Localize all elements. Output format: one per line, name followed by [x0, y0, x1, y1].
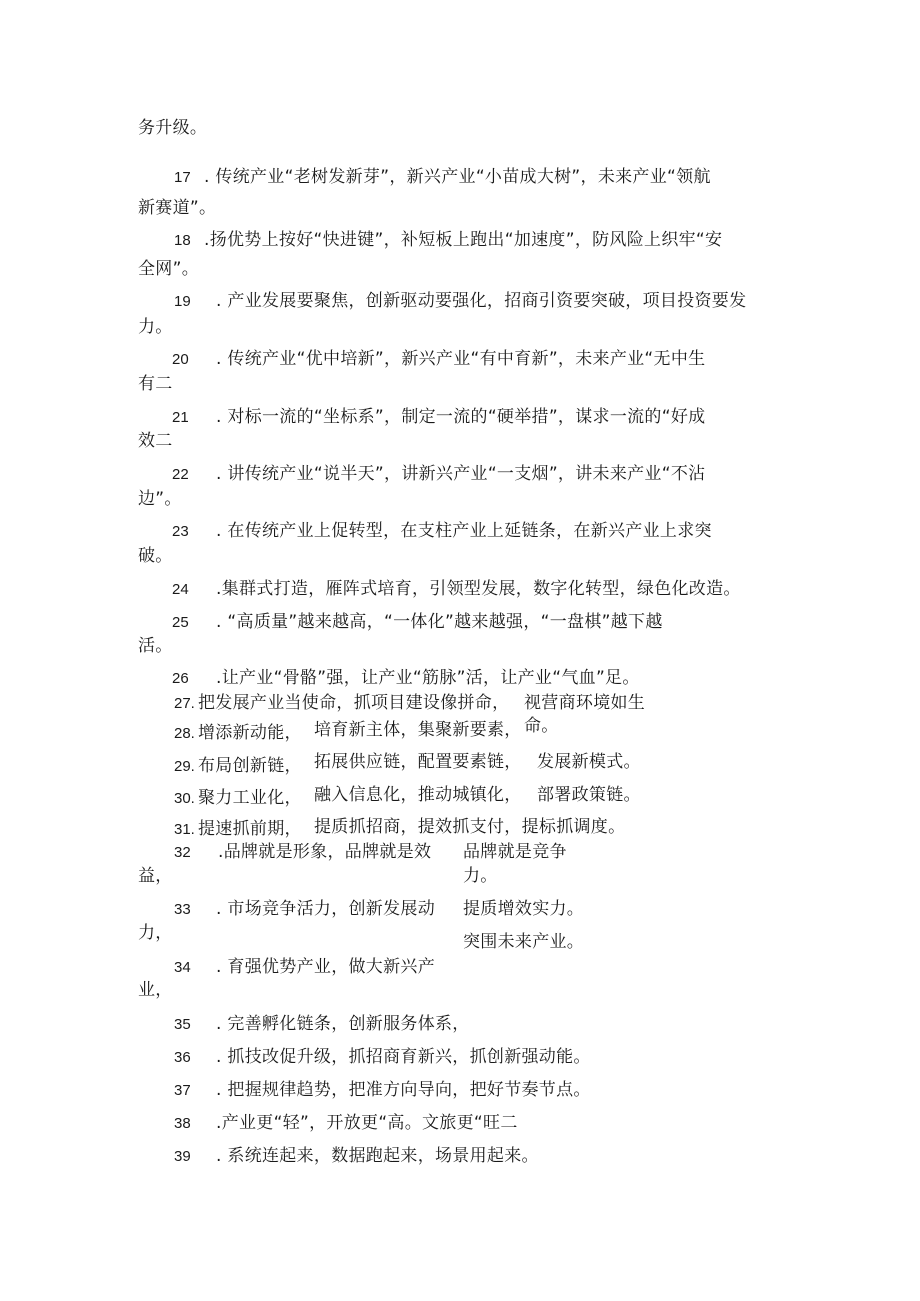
text-line: .扬优势上按好“快进键”，补短板上跑出“加速度”，防风险上织牢“安 — [204, 230, 723, 250]
text-line: 命。 — [524, 716, 559, 736]
item-number: 26 — [172, 670, 189, 687]
item-number: 28. — [174, 725, 195, 742]
text-line: 活。 — [138, 636, 173, 656]
item-number: 19 — [174, 293, 191, 310]
text-line: 效二 — [138, 431, 173, 451]
text-line: 聚力工业化， — [198, 788, 302, 808]
item-number: 27. — [174, 695, 195, 712]
item-number: 33 — [174, 901, 191, 918]
text-line: .集群式打造，雁阵式培育，引领型发展，数字化转型，绿色化改造。 — [216, 579, 741, 599]
item-number: 17 — [174, 169, 191, 186]
text-line: 增添新动能， — [198, 723, 302, 743]
text-line: 视营商环境如生 — [524, 693, 646, 713]
text-line: 力， — [138, 923, 173, 943]
text-line: . “高质量”越来越高，“一体化”越来越强，“一盘棋”越下越 — [216, 612, 663, 632]
text-line: 突围未来产业。 — [463, 932, 585, 952]
text-line: . 传统产业“优中培新”，新兴产业“有中育新”，未来产业“无中生 — [216, 349, 706, 369]
text-line: 提质抓招商，提效抓支付，提标抓调度。 — [314, 817, 626, 837]
item-number: 21 — [172, 409, 189, 426]
text-line: 务升级。 — [138, 118, 208, 138]
item-number: 31. — [174, 821, 195, 838]
text-line: . 对标一流的“坐标系”，制定一流的“硬举措”，谋求一流的“好成 — [216, 407, 706, 427]
item-number: 34 — [174, 959, 191, 976]
text-line: 边”。 — [138, 489, 182, 509]
text-line: 布局创新链， — [198, 756, 302, 776]
text-line: . 育强优势产业，做大新兴产 — [216, 957, 436, 977]
text-line: 提速抓前期， — [198, 819, 302, 839]
text-line: 有二 — [138, 374, 173, 394]
item-number: 25 — [172, 614, 189, 631]
item-number: 38 — [174, 1115, 191, 1132]
text-line: 发展新模式。 — [537, 752, 641, 772]
text-line: 力。 — [138, 317, 173, 337]
item-number: 23 — [172, 523, 189, 540]
item-number: 24 — [172, 581, 189, 598]
text-line: 品牌就是竞争 — [463, 842, 567, 862]
text-line: .产业更“轻”，开放更“高。文旅更“旺二 — [216, 1113, 518, 1133]
text-line: 力。 — [463, 866, 498, 886]
text-line: . 市场竞争活力，创新发展动 — [216, 899, 436, 919]
text-line: 业， — [138, 980, 173, 1000]
text-line: . 在传统产业上促转型，在支柱产业上延链条，在新兴产业上求突 — [216, 521, 712, 541]
text-line: 全网”。 — [138, 259, 200, 279]
text-line: . 把握规律趋势，把准方向导向，把好节奏节点。 — [216, 1080, 591, 1100]
text-line: 拓展供应链，配置要素链， — [314, 752, 522, 772]
item-number: 37 — [174, 1082, 191, 1099]
text-line: . 完善孵化链条，创新服务体系， — [216, 1014, 470, 1034]
item-number: 39 — [174, 1148, 191, 1165]
text-line: 把发展产业当使命，抓项目建设像拼命， — [198, 693, 510, 713]
text-line: 新赛道”。 — [138, 198, 217, 218]
text-line: 提质增效实力。 — [463, 899, 585, 919]
item-number: 35 — [174, 1016, 191, 1033]
text-line: . 抓技改促升级，抓招商育新兴，抓创新强动能。 — [216, 1047, 591, 1067]
text-line: 培育新主体，集聚新要素， — [314, 720, 522, 740]
item-number: 30. — [174, 790, 195, 807]
item-number: 18 — [174, 232, 191, 249]
text-line: .品牌就是形象，品牌就是效 — [218, 842, 432, 862]
item-number: 20 — [172, 351, 189, 368]
text-line: . 系统连起来，数据跑起来，场景用起来。 — [216, 1146, 539, 1166]
text-line: 融入信息化，推动城镇化， — [314, 785, 522, 805]
text-line: . 产业发展要聚焦，创新驱动要强化，招商引资要突破，项目投资要发 — [216, 291, 747, 311]
text-line: . 传统产业“老树发新芽”，新兴产业“小苗成大树”，未来产业“领航 — [204, 167, 711, 187]
item-number: 22 — [172, 466, 189, 483]
item-number: 32 — [174, 844, 191, 861]
text-line: 益， — [138, 866, 173, 886]
text-line: .让产业“骨骼”强，让产业“筋脉”活，让产业“气血”足。 — [216, 668, 640, 688]
text-line: 部署政策链。 — [537, 785, 641, 805]
item-number: 36 — [174, 1049, 191, 1066]
text-line: 破。 — [138, 546, 173, 566]
text-line: . 讲传统产业“说半天”，讲新兴产业“一支烟”，讲未来产业“不沾 — [216, 464, 706, 484]
item-number: 29. — [174, 758, 195, 775]
